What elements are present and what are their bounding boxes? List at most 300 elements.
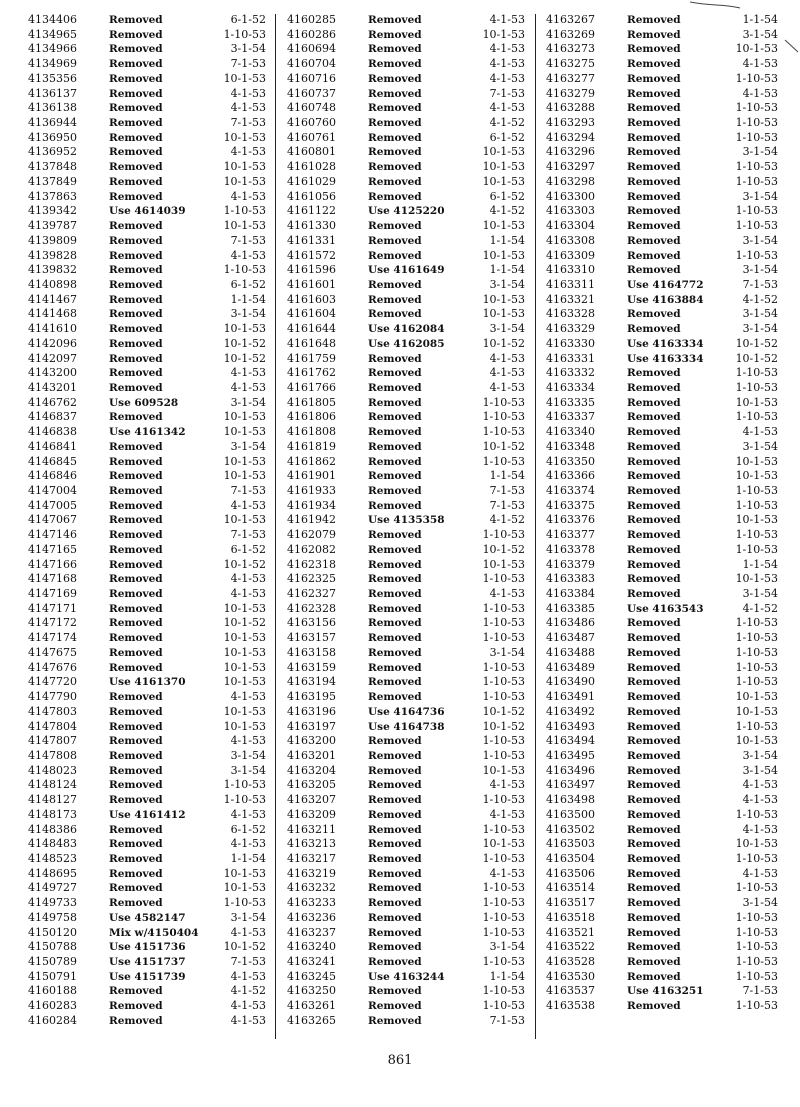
part-number: 4163494 [546,734,595,748]
list-item [287,101,525,116]
effective-date: 4-1-53 [489,380,525,394]
part-number: 4161056 [287,189,336,203]
part-number: 4163379 [546,557,595,571]
status-text: Removed [368,867,422,880]
effective-date: 1-10-53 [735,660,778,674]
list-item [546,911,778,926]
effective-date: 1-10-53 [482,984,525,998]
entry-column-3 [546,13,778,1014]
effective-date: 10-1-53 [735,513,778,527]
status-text: Removed [627,911,681,924]
part-number: 4140898 [28,277,77,291]
status-text: Use 4164772 [627,278,704,291]
part-number: 4163375 [546,498,595,512]
list-item [28,823,266,838]
part-number: 4162082 [287,542,336,556]
status-text: Removed [627,411,681,424]
status-text: Removed [368,941,422,954]
effective-date: 1-10-53 [482,601,525,615]
part-number: 4161604 [287,307,336,321]
effective-date: 1-10-53 [482,999,525,1013]
effective-date: 1-10-53 [223,778,266,792]
list-item [287,160,525,175]
list-item [287,425,525,440]
status-text: Removed [368,588,422,601]
list-item [287,499,525,514]
list-item [287,646,525,661]
effective-date: 3-1-54 [230,307,266,321]
list-item [546,837,778,852]
part-number: 4161028 [287,160,336,174]
effective-date: 10-1-53 [223,160,266,174]
part-number: 4163300 [546,189,595,203]
effective-date: 10-1-53 [223,454,266,468]
part-number: 4161572 [287,248,336,262]
status-text: Use 4164738 [368,720,445,733]
list-item [287,881,525,896]
part-number: 4163195 [287,690,336,704]
part-number: 4163303 [546,204,595,218]
part-number: 4147174 [28,631,77,645]
effective-date: 4-1-52 [742,601,778,615]
list-item [546,528,778,543]
status-text: Removed [368,249,422,262]
status-text: Removed [109,867,163,880]
status-text: Removed [368,779,422,792]
status-text: Removed [368,882,422,895]
effective-date: 1-1-54 [742,13,778,26]
part-number: 4161933 [287,484,336,497]
status-text: Removed [627,175,681,188]
part-number: 4163273 [546,42,595,56]
list-item [287,543,525,558]
effective-date: 1-10-53 [735,101,778,115]
status-text: Removed [109,705,163,718]
list-item [546,881,778,896]
list-item [546,396,778,411]
list-item [28,13,266,28]
list-item [28,455,266,470]
effective-date: 4-1-53 [230,380,266,394]
effective-date: 10-1-53 [735,704,778,718]
part-number: 4163245 [287,969,336,983]
list-item [28,616,266,631]
part-number: 4163366 [546,469,595,483]
effective-date: 4-1-53 [489,57,525,71]
list-item [287,999,525,1014]
status-text: Removed [627,676,681,689]
list-item [546,705,778,720]
status-text: Removed [109,131,163,144]
list-item [287,867,525,882]
status-text: Removed [109,367,163,380]
part-number: 4163486 [546,616,595,630]
list-item [28,955,266,970]
status-text: Removed [368,87,422,100]
status-text: Removed [109,249,163,262]
status-text: Removed [109,58,163,71]
status-text: Removed [109,190,163,203]
part-number: 4163297 [546,160,595,174]
effective-date: 1-10-53 [735,484,778,497]
part-number: 4161942 [287,513,336,527]
effective-date: 1-10-53 [735,851,778,865]
part-number: 4161644 [287,322,336,336]
part-number: 4147004 [28,484,77,497]
list-item [287,616,525,631]
list-item [287,381,525,396]
list-item [287,837,525,852]
effective-date: 1-10-53 [735,248,778,262]
status-text: Use 4162084 [368,323,445,336]
status-text: Removed [627,794,681,807]
list-item [28,734,266,749]
status-text: Removed [368,308,422,321]
list-item [546,926,778,941]
part-number: 4162328 [287,601,336,615]
part-number: 4148127 [28,793,77,807]
status-text: Removed [627,161,681,174]
status-text: Removed [368,470,422,483]
part-number: 4148483 [28,837,77,851]
effective-date: 3-1-54 [742,27,778,41]
status-text: Removed [627,617,681,630]
part-number: 4163233 [287,896,336,910]
list-item [28,661,266,676]
part-number: 4163522 [546,940,595,954]
part-number: 4160748 [287,101,336,115]
status-text: Removed [368,278,422,291]
effective-date: 10-1-53 [223,174,266,188]
status-text: Removed [109,602,163,615]
part-number: 4146845 [28,454,77,468]
status-text: Removed [368,735,422,748]
status-text: Removed [109,691,163,704]
effective-date: 1-10-53 [482,748,525,762]
list-item [287,204,525,219]
status-text: Removed [368,838,422,851]
status-text: Use 4161342 [109,426,186,439]
effective-date: 3-1-54 [230,42,266,56]
list-item [287,749,525,764]
list-item [28,631,266,646]
part-number: 4163503 [546,837,595,851]
effective-date: 1-10-53 [735,71,778,85]
part-number: 4163201 [287,748,336,762]
list-item [28,587,266,602]
list-item [546,513,778,528]
part-number: 4163514 [546,881,595,895]
list-item [546,175,778,190]
part-number: 4162327 [287,587,336,601]
list-item [287,764,525,779]
effective-date: 10-1-53 [482,763,525,777]
part-number: 4162318 [287,557,336,571]
part-number: 4163496 [546,763,595,777]
list-item [287,131,525,146]
effective-date: 3-1-54 [230,395,266,409]
part-number: 4149733 [28,896,77,910]
part-number: 4160285 [287,13,336,26]
list-item [28,970,266,985]
part-number: 4161330 [287,219,336,233]
status-text: Removed [368,691,422,704]
status-text: Removed [627,14,681,26]
part-number: 4146837 [28,410,77,424]
part-number: 4134969 [28,57,77,71]
list-item [287,823,525,838]
list-item [28,381,266,396]
status-text: Removed [109,558,163,571]
effective-date: 4-1-53 [742,822,778,836]
status-text: Removed [627,205,681,218]
status-text: Removed [109,470,163,483]
list-item [287,352,525,367]
part-number: 4146841 [28,439,77,453]
list-item [287,513,525,528]
effective-date: 10-1-53 [482,292,525,306]
effective-date: 4-1-52 [489,513,525,527]
list-item [28,263,266,278]
list-item [546,572,778,587]
status-text: Removed [627,646,681,659]
part-number: 4160704 [287,57,336,71]
effective-date: 3-1-54 [230,763,266,777]
list-item [28,513,266,528]
status-text: Use 4163543 [627,602,704,615]
part-number: 4163156 [287,616,336,630]
status-text: Removed [109,102,163,115]
list-item [287,896,525,911]
part-number: 4163308 [546,233,595,247]
part-number: 4163350 [546,454,595,468]
part-number: 4163311 [546,277,595,291]
list-item [287,87,525,102]
status-text: Use 4163334 [627,337,704,350]
status-text: Removed [368,485,422,497]
status-text: Removed [627,455,681,468]
part-number: 4134406 [28,13,77,26]
effective-date: 4-1-53 [742,793,778,807]
effective-date: 6-1-52 [230,822,266,836]
status-text: Removed [368,43,422,56]
list-item [546,204,778,219]
list-item [28,352,266,367]
effective-date: 10-1-53 [735,690,778,704]
list-item [546,734,778,749]
list-item [287,72,525,87]
status-text: Removed [368,661,422,674]
part-number: 4150120 [28,925,77,939]
list-item [546,87,778,102]
list-item [546,749,778,764]
part-number: 4160283 [28,999,77,1013]
effective-date: 4-1-53 [230,807,266,821]
part-number: 4147172 [28,616,77,630]
status-text: Removed [627,838,681,851]
effective-date: 7-1-53 [230,116,266,130]
effective-date: 10-1-53 [223,219,266,233]
part-number: 4163328 [546,307,595,321]
part-number: 4161596 [287,263,336,277]
list-item [28,720,266,735]
part-number: 4163279 [546,86,595,100]
effective-date: 1-10-53 [735,925,778,939]
part-number: 4161862 [287,454,336,468]
part-number: 4147005 [28,498,77,512]
part-number: 4134965 [28,27,77,41]
part-number: 4150789 [28,955,77,968]
status-text: Removed [627,808,681,821]
effective-date: 1-10-53 [482,425,525,439]
status-text: Removed [627,720,681,733]
effective-date: 4-1-53 [230,498,266,512]
effective-date: 10-1-53 [223,601,266,615]
list-item [28,911,266,926]
part-number: 4147720 [28,675,77,689]
status-text: Removed [368,911,422,924]
part-number: 4149727 [28,881,77,895]
list-item [287,1014,525,1029]
list-item [28,234,266,249]
part-number: 4160188 [28,984,77,998]
list-item [287,396,525,411]
effective-date: 1-1-54 [489,469,525,483]
effective-date: 1-10-53 [482,793,525,807]
status-text: Removed [368,1014,422,1027]
effective-date: 1-10-53 [482,675,525,689]
part-number: 4146846 [28,469,77,483]
part-number: 4163293 [546,116,595,130]
effective-date: 10-1-52 [223,351,266,365]
part-number: 4141468 [28,307,77,321]
list-item [28,307,266,322]
status-text: Removed [627,367,681,380]
part-number: 4163521 [546,925,595,939]
status-text: Removed [627,323,681,336]
list-item [287,13,525,28]
status-text: Removed [109,720,163,733]
effective-date: 1-10-53 [735,969,778,983]
effective-date: 1-10-53 [735,116,778,130]
list-item [546,631,778,646]
part-number: 4163378 [546,542,595,556]
effective-date: 1-10-53 [482,660,525,674]
effective-date: 4-1-53 [230,837,266,851]
status-text: Removed [627,499,681,512]
part-number: 4163489 [546,660,595,674]
status-text: Removed [368,146,422,159]
status-text: Removed [627,926,681,939]
status-text: Use 4151737 [109,956,186,968]
effective-date: 10-1-52 [482,439,525,453]
part-number: 4136944 [28,116,77,130]
list-item [28,926,266,941]
part-number: 4163528 [546,955,595,968]
entry-column-2 [287,13,525,1029]
status-text: Removed [109,234,163,247]
part-number: 4148023 [28,763,77,777]
effective-date: 7-1-53 [489,86,525,100]
status-text: Removed [627,220,681,233]
part-number: 4160286 [287,27,336,41]
list-item [28,87,266,102]
effective-date: 10-1-53 [482,174,525,188]
list-item [28,499,266,514]
list-item [546,278,778,293]
part-number: 4161934 [287,498,336,512]
effective-date: 1-10-53 [735,940,778,954]
part-number: 4161122 [287,204,336,218]
status-text: Removed [368,926,422,939]
list-item [546,160,778,175]
part-number: 4150788 [28,940,77,954]
part-number: 4163204 [287,763,336,777]
list-item [287,602,525,617]
part-number: 4163331 [546,351,595,365]
scan-artifact-mark [690,0,800,60]
list-item [287,793,525,808]
effective-date: 4-1-53 [489,13,525,26]
effective-date: 4-1-53 [230,734,266,748]
status-text: Removed [109,779,163,792]
list-item [28,940,266,955]
effective-date: 4-1-53 [230,572,266,586]
status-text: Removed [368,956,422,968]
effective-date: 4-1-52 [489,116,525,130]
effective-date: 10-1-53 [223,513,266,527]
status-text: Removed [627,661,681,674]
status-text: Use 4582147 [109,911,186,924]
status-text: Removed [627,426,681,439]
list-item [287,852,525,867]
status-text: Removed [109,308,163,321]
status-text: Use 4163244 [368,970,445,983]
status-text: Removed [627,87,681,100]
status-text: Removed [368,220,422,233]
effective-date: 10-1-53 [735,734,778,748]
status-text: Removed [627,43,681,56]
effective-date: 10-1-52 [223,616,266,630]
effective-date: 1-10-53 [735,174,778,188]
status-text: Removed [109,764,163,777]
status-text: Use 4161649 [368,264,445,277]
effective-date: 10-1-53 [223,71,266,85]
status-text: Removed [109,352,163,365]
list-item [28,852,266,867]
status-text: Use 4151736 [109,941,186,954]
list-item [28,764,266,779]
effective-date: 6-1-52 [230,13,266,26]
list-item [28,675,266,690]
list-item [287,528,525,543]
effective-date: 7-1-53 [230,57,266,71]
part-number: 4135356 [28,71,77,85]
effective-date: 4-1-53 [230,101,266,115]
list-item [287,190,525,205]
effective-date: 3-1-54 [742,587,778,601]
status-text: Removed [368,749,422,762]
status-text: Removed [109,161,163,174]
list-item [287,219,525,234]
part-number: 4142096 [28,336,77,350]
part-number: 4163294 [546,130,595,144]
effective-date: 4-1-53 [742,866,778,880]
list-item [546,602,778,617]
effective-date: 10-1-52 [223,557,266,571]
status-text: Removed [109,175,163,188]
effective-date: 1-1-54 [230,851,266,865]
